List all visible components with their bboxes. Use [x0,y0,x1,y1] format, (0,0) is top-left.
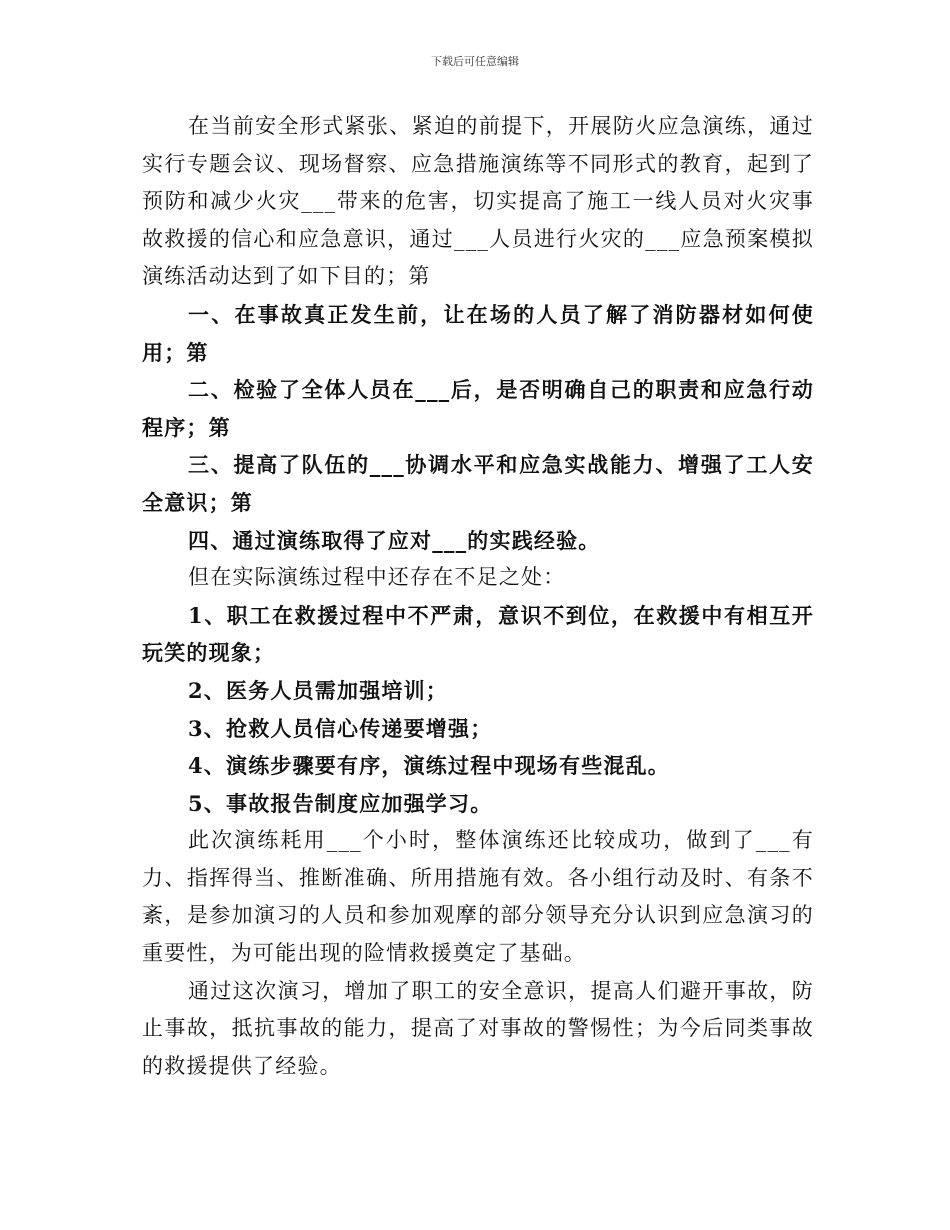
objective-2: 二、检验了全体人员在___后，是否明确自己的职责和应急行动程序；第 [142,377,814,440]
shortcomings-intro: 但在实际演练过程中还存在不足之处： [188,565,566,590]
conclusion-paragraph: 通过这次演习，增加了职工的安全意识，提高人们避开事故，防止事故，抵抗事故的能力，提高了对事故的警惕性；为今后同类事故的救援提供了经验。 [142,978,814,1078]
intro-paragraph: 在当前安全形式紧张、紧迫的前提下，开展防火应急演练，通过实行专题会议、现场督察、应急措施演练等不同形式的教育，起到了预防和减少火灾___带来的危害，切实提高了施工一线人员对火灾事故救援的信心和应急意识，通过___人员进行火灾的___应急预案模拟演练活动达到了如下目的；第 [142,114,814,289]
shortcoming-3: 3、抢救人员信心传递要增强； [188,715,493,741]
objective-3: 三、提高了队伍的___协调水平和应急实战能力、增强了工人安全意识；第 [142,452,814,515]
objective-1: 一、在事故真正发生前，让在场的人员了解了消防器材如何使用；第 [142,301,814,365]
page-header-note: 下载后可任意编辑 [431,55,519,68]
summary-paragraph: 此次演练耗用___个小时，整体演练还比较成功，做到了___有力、指挥得当、推断准确、所用措施有效。各小组行动及时、有条不紊，是参加演习的人员和参加观摩的部分领导充分认识到应急演习的重要性，为可能出现的险情救援奠定了基础。 [142,828,814,966]
shortcoming-1: 1、职工在救援过程中不严肃，意识不到位，在救援中有相互开玩笑的现象； [142,602,814,666]
shortcoming-4: 4、演练步骤要有序，演练过程中现场有些混乱。 [188,753,671,779]
document-body [142,108,814,1085]
objective-4: 四、通过演练取得了应对___的实践经验。 [188,527,601,553]
shortcoming-2: 2、医务人员需加强培训； [188,677,449,703]
shortcoming-5: 5、事故报告制度应加强学习。 [188,790,493,816]
